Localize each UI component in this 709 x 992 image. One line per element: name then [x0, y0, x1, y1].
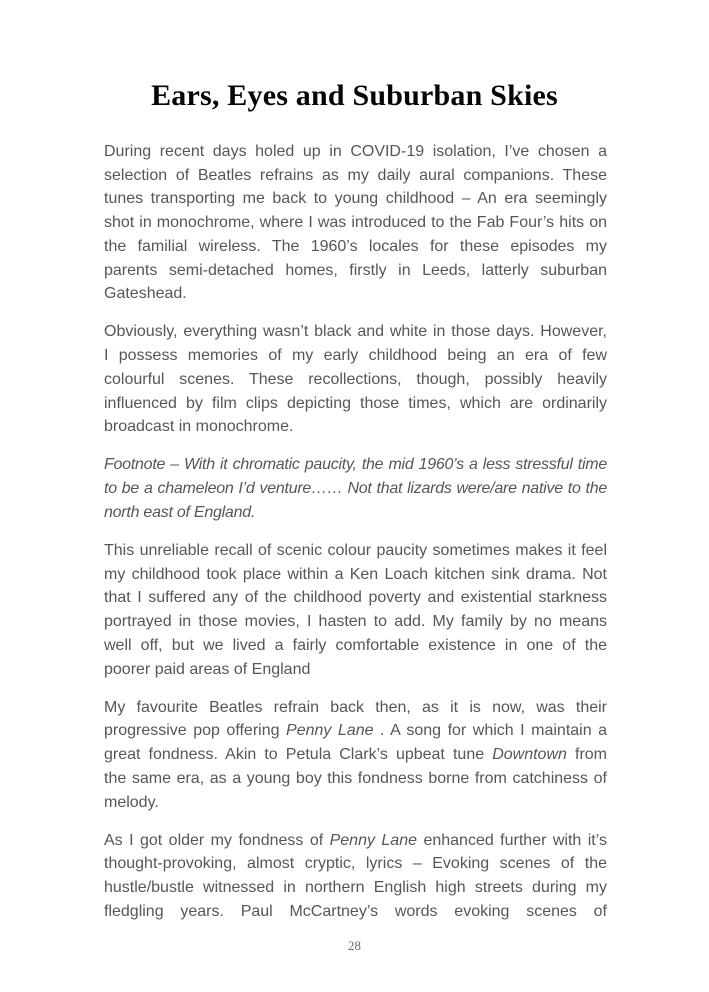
text-line: parents semi-detached homes, firstly in Leeds, latterly suburban	[104, 261, 607, 279]
italic-text: Downtown	[492, 746, 567, 764]
text-line: This unreliable recall of scenic colour paucity sometimes makes it feel	[104, 542, 607, 560]
text-line: influenced by film clips depicting those times, which are ordinarily	[104, 394, 607, 412]
page-title: Ears, Eyes and Suburban Skies	[151, 79, 558, 112]
text-line: portrayed in those movies, I hasten to add. My family by no means	[104, 613, 607, 631]
text-line: Obviously, everything wasn’t black and white in those days. However,	[104, 323, 607, 341]
text-line: north east of England.	[104, 503, 256, 521]
text-line: to be a chameleon I’d venture…… Not that lizards were/are native to the	[104, 480, 607, 498]
text-line: I possess memories of my early childhood being an era of few	[104, 347, 607, 365]
text-line: My favourite Beatles refrain back then, as it is now, was their	[104, 698, 607, 716]
text-line: broadcast in monochrome.	[104, 418, 294, 436]
paragraph	[104, 829, 607, 924]
text-line: the same era, as a young boy this fondness borne from catchiness of	[104, 769, 607, 787]
paragraph	[104, 140, 607, 306]
text-line: my childhood took place within a Ken Loach kitchen sink drama. Not	[104, 565, 607, 583]
text-line: melody.	[104, 793, 159, 811]
italic-text: Penny Lane	[329, 831, 418, 849]
text-line: that I suffered any of the childhood poverty and existential starkness	[104, 589, 607, 607]
paragraph	[104, 320, 607, 439]
article-body	[104, 140, 607, 924]
text-line: the familial wireless. The 1960’s locales for these episodes my	[104, 237, 607, 255]
text-line: progressive pop offering Penny Lane . A song for which I maintain a	[104, 722, 608, 740]
text-line: shot in monochrome, where I was introduced to the Fab Four’s hits on	[104, 214, 607, 232]
paragraph	[104, 696, 607, 815]
text-line: Footnote – With it chromatic paucity, the mid 1960’s a less stressful time	[104, 456, 607, 474]
text-line: poorer paid areas of England	[104, 660, 311, 678]
text-line: great fondness. Akin to Petula Clark’s upbeat tune Downtown from	[104, 746, 607, 764]
text-line: tunes transporting me back to young childhood – An era seemingly	[104, 190, 607, 208]
text-line: During recent days holed up in COVID-19 isolation, I’ve chosen a	[104, 143, 607, 160]
text-line: selection of Beatles refrains as my daily aural companions. These	[104, 166, 607, 184]
paragraph	[104, 453, 607, 524]
text-line: Gateshead.	[104, 285, 187, 303]
text-line: fledgling years. Paul McCartney’s words evoking scenes of	[104, 902, 607, 920]
text-line: As I got older my fondness of Penny Lane enhanced further with it’s	[104, 831, 608, 849]
text-line: colourful scenes. These recollections, though, possibly heavily	[104, 370, 607, 388]
text-line: thought-provoking, almost cryptic, lyrics – Evoking scenes of the	[104, 855, 607, 873]
italic-text: Penny Lane	[286, 722, 374, 740]
text-line: hustle/bustle witnessed in northern English high streets during my	[104, 879, 607, 897]
page-number: 28	[348, 938, 361, 953]
paragraph	[104, 539, 607, 681]
text-line: well off, but we lived a fairly comfortable existence in one of the	[104, 636, 607, 654]
